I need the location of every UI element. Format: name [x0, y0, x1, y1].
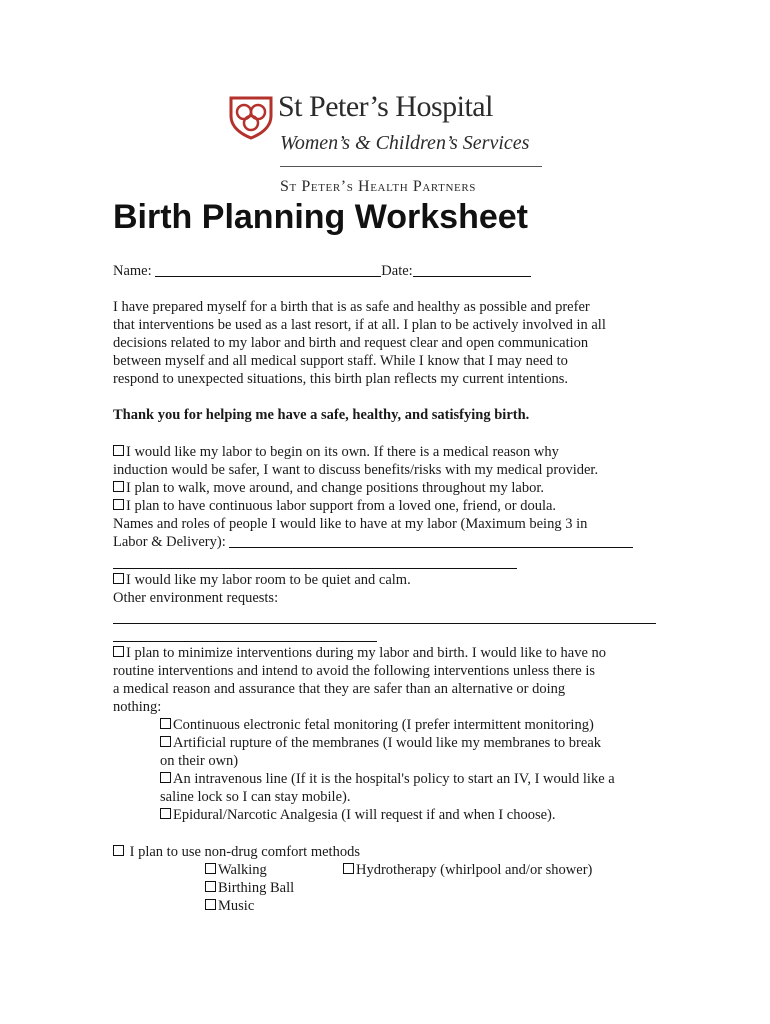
- labor-own-item: [113, 443, 559, 461]
- walk-checkbox[interactable]: [113, 481, 124, 492]
- nondrug-text: I plan to use non-drug comfort methods: [126, 844, 360, 860]
- name-date-row: [113, 262, 531, 280]
- minimize-text-cont: a medical reason and assurance that they are safer than an alternative or doing: [113, 681, 566, 697]
- quiet-item: [113, 571, 411, 589]
- names-text: Names and roles of people I would like to have at my labor (Maximum being 3 in: [113, 516, 588, 532]
- arom-text: Artificial rupture of the membranes (I would like my membranes to break: [173, 735, 602, 751]
- page-title: Birth Planning Worksheet: [113, 198, 528, 236]
- intro-line: decisions related to my labor and birth and request clear and open communication: [113, 335, 589, 351]
- efm-text: Continuous electronic fetal monitoring (I prefer intermittent monitoring): [173, 717, 594, 733]
- date-field[interactable]: [413, 263, 531, 277]
- hydro-checkbox[interactable]: [343, 863, 354, 874]
- arom-checkbox[interactable]: [160, 736, 171, 747]
- walking-item: [205, 861, 267, 879]
- arom-text-cont: on their own): [160, 753, 239, 769]
- names-label: Labor & Delivery):: [113, 534, 226, 550]
- other-env-field-line-1[interactable]: [113, 623, 656, 624]
- hydro-item: [343, 861, 592, 879]
- walking-text: Walking: [218, 862, 267, 878]
- labor-own-text: I would like my labor to begin on its own. If there is a medical reason why: [126, 444, 559, 460]
- minimize-text-cont: nothing:: [113, 699, 162, 715]
- other-env-field-line-2[interactable]: [113, 641, 377, 642]
- labor-own-checkbox[interactable]: [113, 445, 124, 456]
- ball-checkbox[interactable]: [205, 881, 216, 892]
- arom-item: [160, 734, 601, 752]
- labor-own-text-cont: induction would be safer, I want to discuss benefits/risks with my medical provider.: [113, 462, 599, 478]
- intro-line: that interventions be used as a last resort, if at all. I plan to be actively involved in all: [113, 317, 606, 333]
- hospital-logo: [228, 86, 548, 196]
- iv-item: [160, 770, 615, 788]
- partners-name: St Peter’s Health Partners: [280, 178, 477, 195]
- iv-text: An intravenous line (If it is the hospital's policy to start an IV, I would like a: [173, 771, 615, 787]
- names-field-line-2[interactable]: [113, 568, 517, 569]
- intro-line: respond to unexpected situations, this birth plan reflects my current intentions.: [113, 371, 569, 387]
- music-item: [205, 897, 254, 915]
- iv-checkbox[interactable]: [160, 772, 171, 783]
- epidural-text: Epidural/Narcotic Analgesia (I will request if and when I choose).: [173, 807, 556, 823]
- ball-text: Birthing Ball: [218, 880, 295, 896]
- hospital-crest-icon: [228, 94, 274, 140]
- intro-line: I have prepared myself for a birth that is as safe and healthy as possible and prefer: [113, 299, 590, 315]
- name-field[interactable]: [155, 263, 381, 277]
- walk-text: I plan to walk, move around, and change positions throughout my labor.: [126, 480, 545, 496]
- music-text: Music: [218, 898, 255, 914]
- iv-text-cont: saline lock so I can stay mobile).: [160, 789, 351, 805]
- quiet-checkbox[interactable]: [113, 573, 124, 584]
- names-field[interactable]: [229, 534, 633, 548]
- ball-item: [205, 879, 294, 897]
- intro-line: between myself and all medical support staff. While I know that I may need to: [113, 353, 568, 369]
- minimize-checkbox[interactable]: [113, 646, 124, 657]
- minimize-item: [113, 644, 606, 662]
- date-label: Date:: [381, 263, 413, 279]
- name-label: Name:: [113, 263, 152, 279]
- hydro-text: Hydrotherapy (whirlpool and/or shower): [356, 862, 593, 878]
- support-item: [113, 497, 556, 515]
- services-name: Women’s & Children’s Services: [280, 132, 530, 154]
- efm-checkbox[interactable]: [160, 718, 171, 729]
- nondrug-item: [113, 843, 360, 861]
- minimize-text-cont: routine interventions and intend to avoid the following interventions unless there is: [113, 663, 596, 679]
- minimize-text: I plan to minimize interventions during my labor and birth. I would like to have no: [126, 645, 607, 661]
- names-row: [113, 533, 633, 551]
- walk-item: [113, 479, 544, 497]
- other-env-label: Other environment requests:: [113, 590, 279, 606]
- header-divider: [280, 166, 542, 167]
- support-text: I plan to have continuous labor support from a loved one, friend, or doula.: [126, 498, 557, 514]
- music-checkbox[interactable]: [205, 899, 216, 910]
- epidural-checkbox[interactable]: [160, 808, 171, 819]
- quiet-text: I would like my labor room to be quiet and calm.: [126, 572, 411, 588]
- nondrug-checkbox[interactable]: [113, 845, 124, 856]
- walking-checkbox[interactable]: [205, 863, 216, 874]
- efm-item: [160, 716, 594, 734]
- hospital-name: St Peter’s Hospital: [278, 90, 493, 123]
- thanks-text: Thank you for helping me have a safe, healthy, and satisfying birth.: [113, 407, 530, 423]
- support-checkbox[interactable]: [113, 499, 124, 510]
- epidural-item: [160, 806, 556, 824]
